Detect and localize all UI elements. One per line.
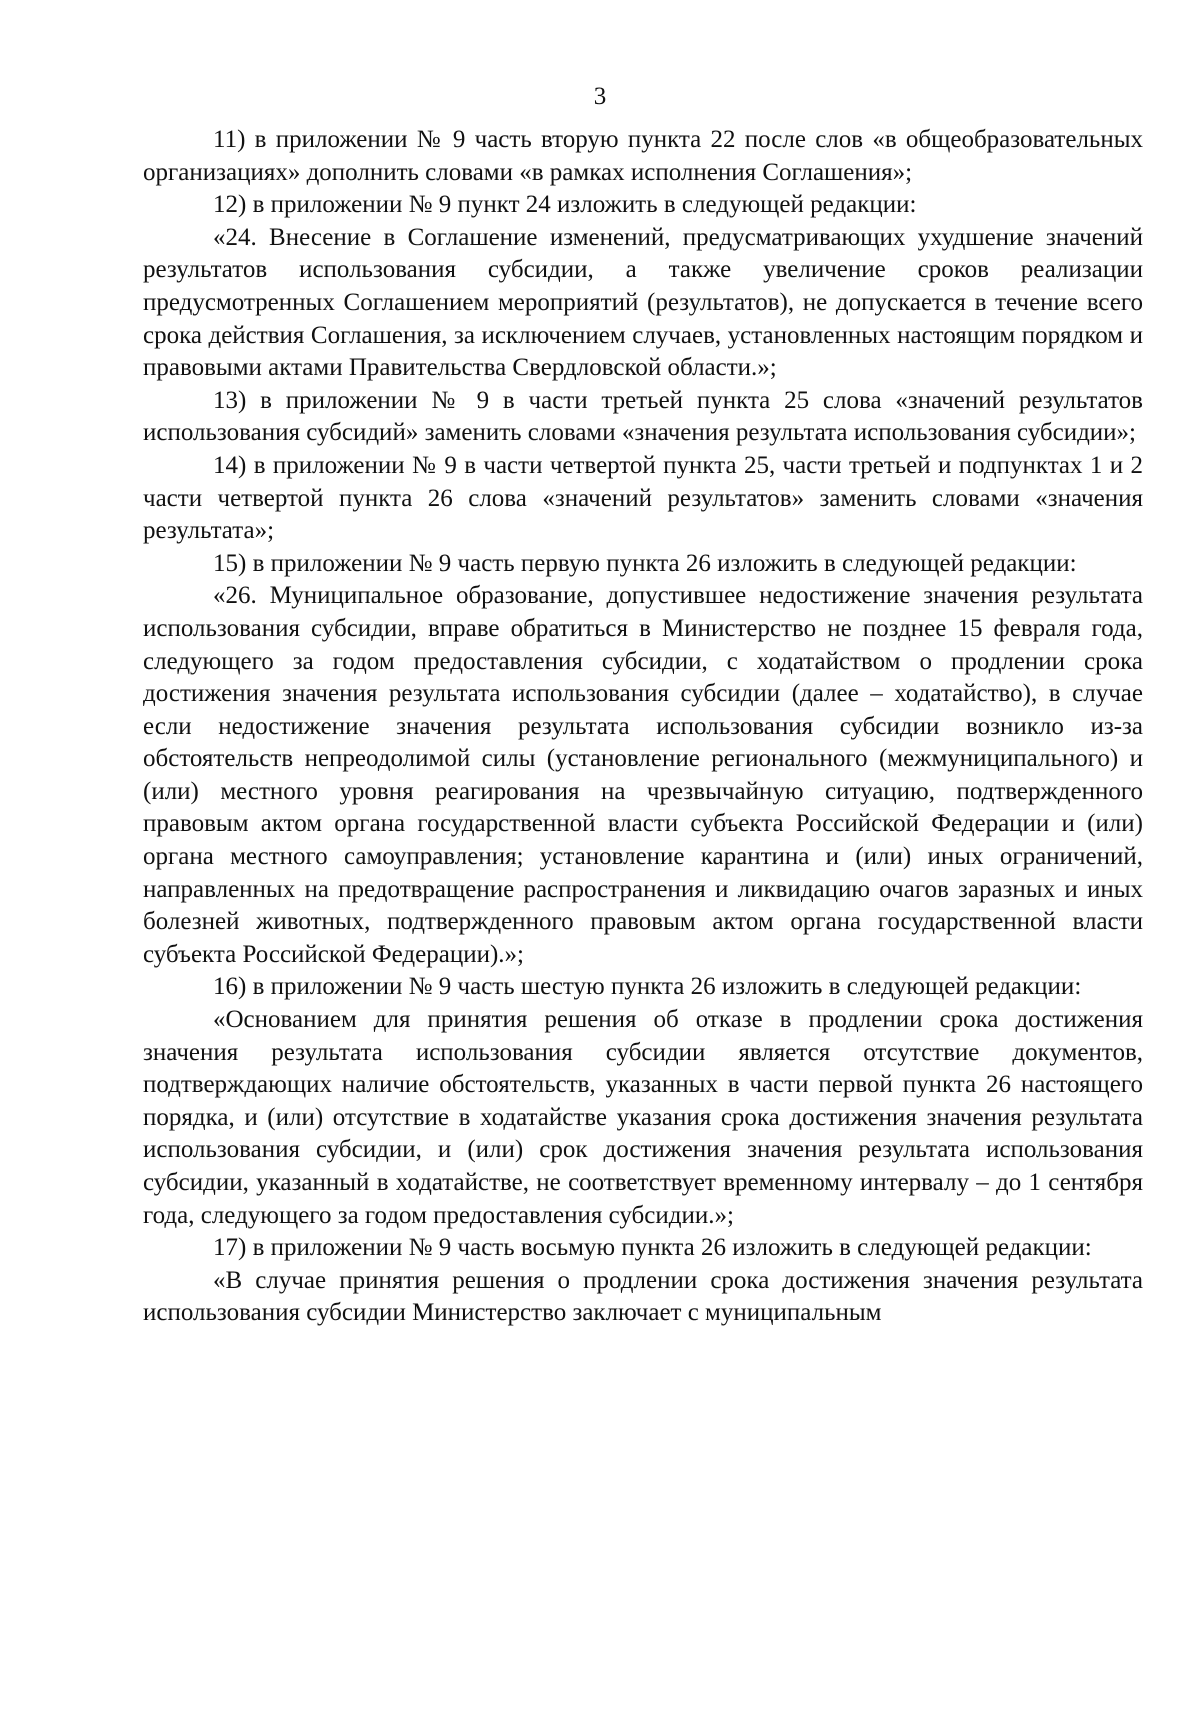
paragraph-quote-extension: «В случае принятия решения о продлении срока достижения значения результата использования субсидии Министерство заключает с муниципальным — [143, 1266, 1143, 1327]
paragraph-item-14: 14) в приложении № 9 в части четвертой пункта 25, части третьей и подпунктах 1 и 2 части четвертой пункта 26 слова «значений результатов» заменить словами «значения результата»; — [143, 451, 1143, 545]
page-number: 3 — [593, 83, 607, 110]
paragraph-quote-26: «26. Муниципальное образование, допустившее недостижение значения результата использования субсидии, вправе обратиться в Министерство не позднее 15 февраля года, следующего за годом предоставления субсидии, с ходатайством о продлении срока достижения значения результата использования субсидии (далее – ходатайство), в случае если недостижение значения результата использования субсидии возникло из-за обстоятельств непреодолимой силы (установление регионального (межмуниципального) и (или) местного уровня реагирования на чрезвычайную ситуацию, подтвержденного правовым актом органа государственной власти субъекта Российской Федерации и (или) органа местного самоуправления; установление карантина и (или) иных ограничений, направленных на предотвращение распространения и ликвидацию очагов заразных и иных болезней животных, подтвержденного правовым актом органа государственной власти субъекта Российской Федерации).»; — [143, 582, 1143, 968]
paragraph-quote-refusal: «Основанием для принятия решения об отказе в продлении срока достижения значения результата использования субсидии является отсутствие документов, подтверждающих наличие обстоятельств, указанных в части первой пункта 26 настоящего порядка, и (или) отсутствие в ходатайстве указания срока достижения значения результата использования субсидии, и (или) срок достижения значения результата использования субсидии, указанный в ходатайстве, не соответствует временному интервалу – до 1 сентября года, следующего за годом предоставления субсидии.»; — [143, 1006, 1143, 1229]
paragraph-item-13: 13) в приложении № 9 в части третьей пункта 25 слова «значений результатов использования субсидий» заменить словами «значения результата использования субсидии»; — [143, 386, 1143, 447]
document-body — [143, 124, 1143, 1330]
paragraph-item-16: 16) в приложении № 9 часть шестую пункта 26 изложить в следующей редакции: — [213, 973, 1082, 1001]
paragraph-item-12: 12) в приложении № 9 пункт 24 изложить в следующей редакции: — [213, 191, 917, 219]
paragraph-item-17: 17) в приложении № 9 часть восьмую пункта 26 изложить в следующей редакции: — [213, 1234, 1092, 1262]
paragraph-item-11: 11) в приложении № 9 часть вторую пункта 22 после слов «в общеобразовательных организациях» дополнить словами «в рамках исполнения Соглашения»; — [143, 126, 1143, 186]
paragraph-quote-24: «24. Внесение в Соглашение изменений, предусматривающих ухудшение значений результатов использования субсидии, а также увеличение сроков реализации предусмотренных Соглашением мероприятий (результатов), не допускается в течение всего срока действия Соглашения, за исключением случаев, установленных настоящим порядком и правовыми актами Правительства Свердловской области.»; — [143, 223, 1143, 382]
paragraph-item-15: 15) в приложении № 9 часть первую пункта 26 изложить в следующей редакции: — [213, 549, 1077, 577]
